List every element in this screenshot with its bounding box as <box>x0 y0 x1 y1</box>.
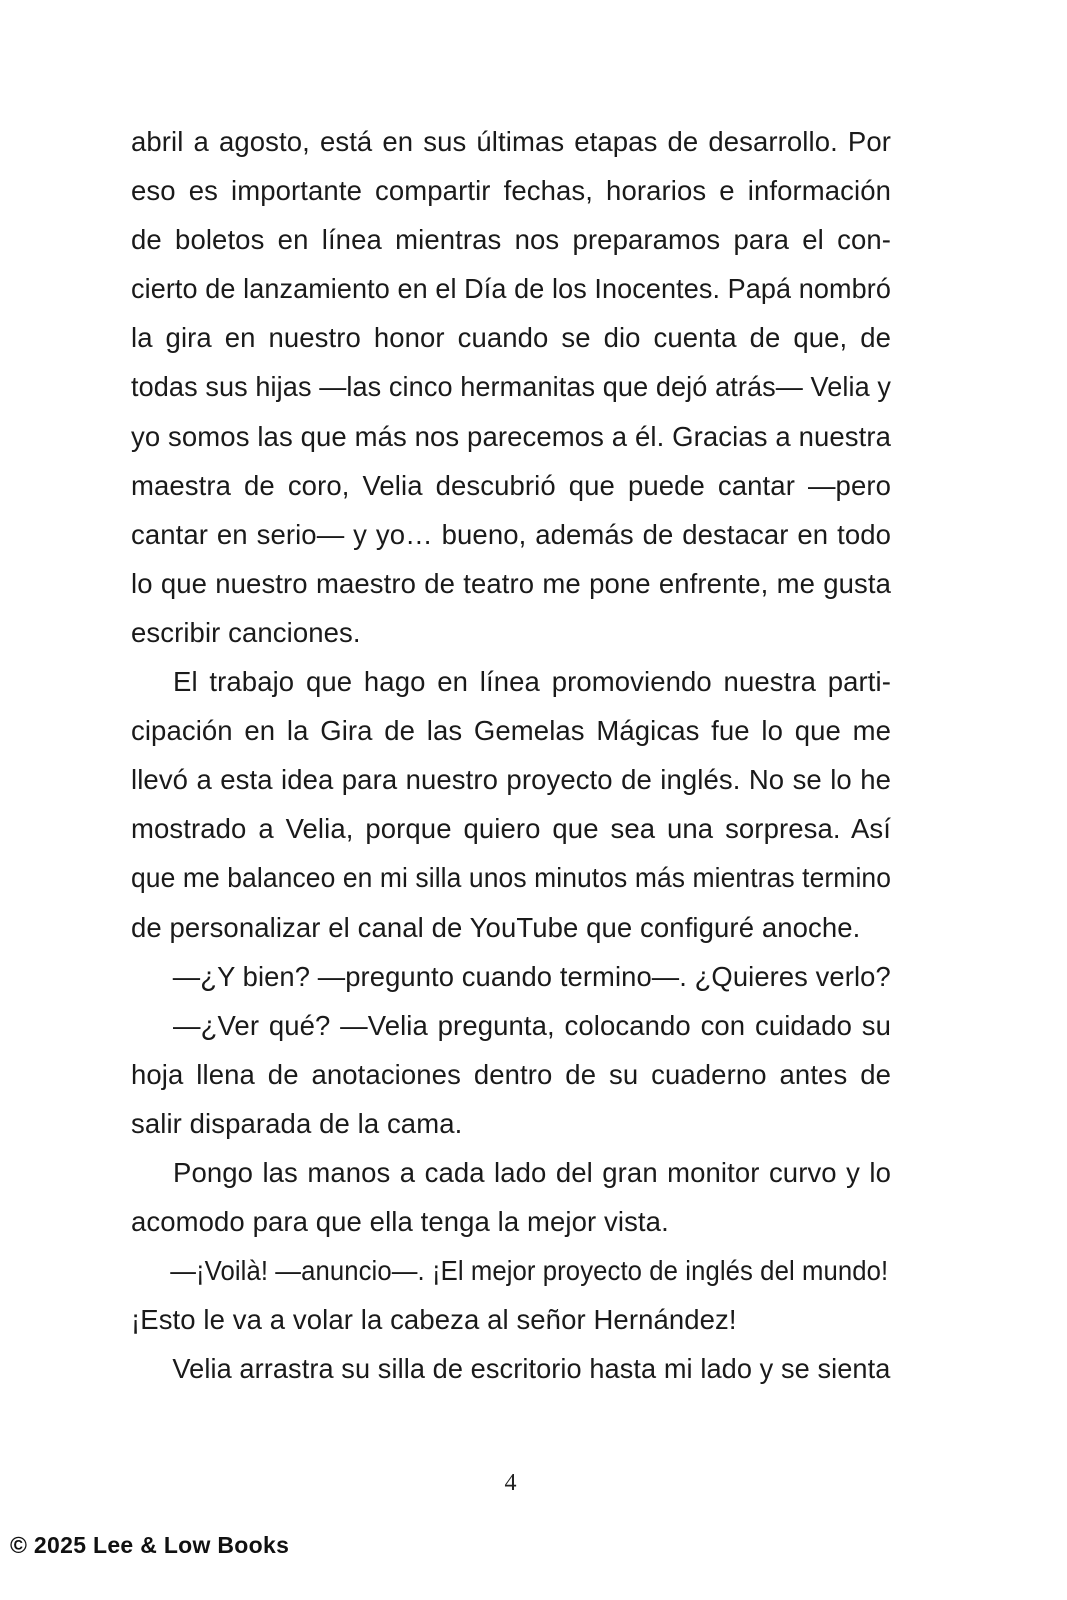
text-line: cantar en serio— y yo… bueno, además de destacar en todo <box>131 518 891 550</box>
text-line: cipación en la Gira de las Gemelas Mágicas fue lo que me <box>131 715 891 747</box>
text-line: mostrado a Velia, porque quiero que sea una sorpresa. Así <box>131 813 891 845</box>
paragraph-first-line: —¡Voilà! —anuncio—. ¡El mejor proyecto de inglés del mundo! <box>170 1255 889 1287</box>
text-line: abril a agosto, está en sus últimas etapas de desarrollo. Por <box>131 126 891 157</box>
text-line: maestra de coro, Velia descubrió que puede cantar —pero <box>131 469 891 501</box>
paragraph-first-line: Velia arrastra su silla de escritorio hasta mi lado y se sienta <box>172 1353 891 1385</box>
text-line: que me balanceo en mi silla unos minutos más mientras termino <box>131 862 892 894</box>
page-number: 4 <box>504 1470 517 1496</box>
page-body-text <box>131 117 891 1393</box>
text-line: acomodo para que ella tenga la mejor vista. <box>131 1206 669 1238</box>
text-line: hoja llena de anotaciones dentro de su cuaderno antes de <box>131 1058 891 1090</box>
paragraph-first-line: —¿Ver qué? —Velia pregunta, colocando con cuidado su <box>173 1009 891 1041</box>
paragraph-first-line: El trabajo que hago en línea promoviendo nuestra parti- <box>173 666 891 698</box>
text-line: salir disparada de la cama. <box>131 1107 463 1139</box>
text-line: la gira en nuestro honor cuando se dio cuenta de que, de <box>131 322 891 354</box>
paragraph-first-line: Pongo las manos a cada lado del gran monitor curvo y lo <box>173 1156 891 1188</box>
text-line: de personalizar el canal de YouTube que configuré anoche. <box>131 911 861 943</box>
paragraph-first-line: —¿Y bien? —pregunto cuando termino—. ¿Quieres verlo? <box>172 960 891 992</box>
text-line: cierto de lanzamiento en el Día de los Inocentes. Papá nombró <box>131 273 891 305</box>
text-line: eso es importante compartir fechas, horarios e información <box>131 175 891 207</box>
text-line: escribir canciones. <box>131 616 361 648</box>
text-line: lo que nuestro maestro de teatro me pone enfrente, me gusta <box>131 567 891 599</box>
text-line: de boletos en línea mientras nos preparamos para el con- <box>131 224 891 256</box>
text-line: yo somos las que más nos parecemos a él. Gracias a nuestra <box>131 420 891 452</box>
text-line: llevó a esta idea para nuestro proyecto de inglés. No se lo he <box>131 764 891 796</box>
copyright-notice: © 2025 Lee & Low Books <box>10 1532 290 1558</box>
text-line: todas sus hijas —las cinco hermanitas que dejó atrás— Velia y <box>131 371 892 403</box>
text-line: ¡Esto le va a volar la cabeza al señor Hernández! <box>131 1304 737 1336</box>
